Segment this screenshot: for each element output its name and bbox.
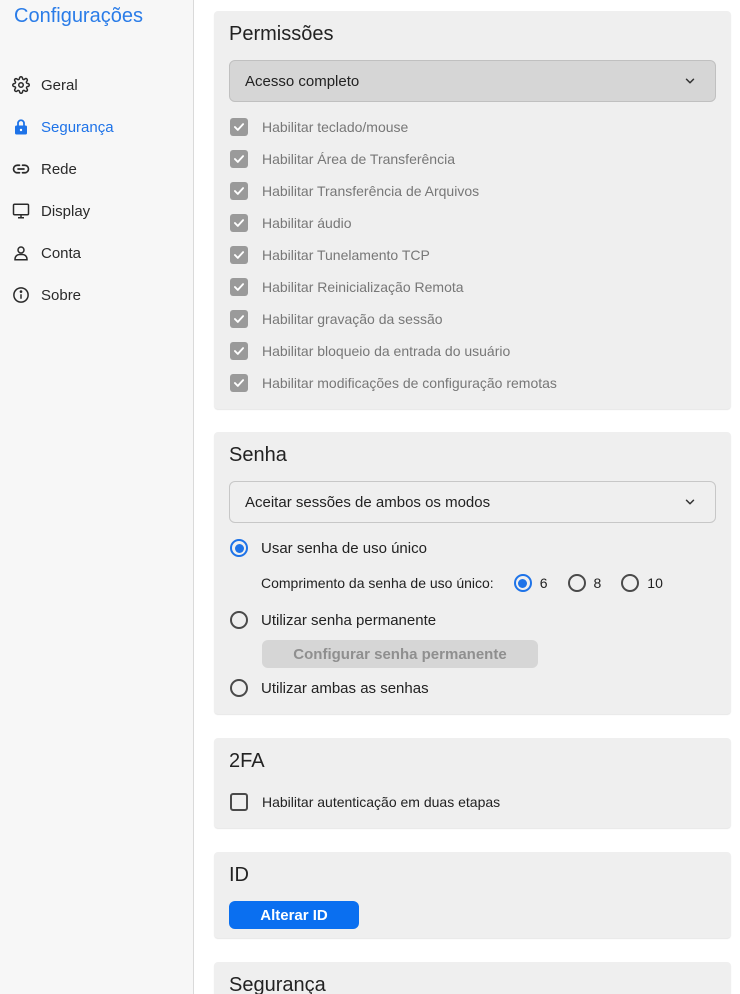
sidebar: [0, 0, 194, 994]
checkbox[interactable]: [230, 793, 248, 811]
sidebar-item-seguranca[interactable]: [0, 109, 194, 145]
permission-item[interactable]: [230, 276, 464, 298]
permission-label: Habilitar teclado/mouse: [262, 119, 409, 135]
sidebar-item-rede[interactable]: [0, 151, 194, 187]
checkbox[interactable]: [230, 342, 248, 360]
security-card: [214, 962, 731, 994]
permission-label: Habilitar Área de Transferência: [262, 151, 455, 167]
set-permanent-password-button[interactable]: Configurar senha permanente: [262, 640, 538, 668]
radio-button[interactable]: [230, 539, 248, 557]
user-icon: [12, 244, 30, 262]
password-mode-select[interactable]: [229, 481, 716, 523]
length-option-10[interactable]: [621, 574, 663, 592]
access-mode-select[interactable]: [229, 60, 716, 102]
password-length-row: [261, 574, 663, 592]
security-title: Segurança: [229, 974, 326, 994]
permissions-title: Permissões: [229, 23, 334, 45]
sidebar-item-label: Sobre: [41, 286, 82, 304]
check-icon: [232, 184, 246, 198]
sidebar-item-label: Conta: [41, 244, 82, 262]
permission-item[interactable]: [230, 340, 510, 362]
length-option-8[interactable]: [568, 574, 602, 592]
link-icon: [12, 160, 30, 178]
info-icon: [12, 286, 30, 304]
change-id-button[interactable]: Alterar ID: [229, 901, 359, 929]
permission-label: Habilitar Transferência de Arquivos: [262, 183, 480, 199]
checkbox[interactable]: [230, 182, 248, 200]
sidebar-item-label: Geral: [41, 76, 78, 94]
permission-item[interactable]: [230, 212, 352, 234]
both-passwords-label: Utilizar ambas as senhas: [261, 679, 429, 697]
permission-item[interactable]: [230, 180, 479, 202]
radio-button[interactable]: [230, 679, 248, 697]
check-icon: [232, 376, 246, 390]
length-option-label: 6: [539, 575, 548, 591]
checkbox[interactable]: [230, 214, 248, 232]
main-content: [195, 0, 740, 994]
password-title: Senha: [229, 444, 287, 466]
id-title: ID: [229, 864, 249, 886]
check-icon: [232, 248, 246, 262]
permission-label: Habilitar modificações de configuração remotas: [262, 375, 557, 391]
check-icon: [232, 152, 246, 166]
check-icon: [232, 280, 246, 294]
chevron-down-icon: [683, 74, 697, 88]
permission-label: Habilitar Reinicialização Remota: [262, 279, 464, 295]
permission-label: Habilitar áudio: [262, 215, 352, 231]
sidebar-item-conta[interactable]: [0, 235, 194, 271]
both-passwords-option[interactable]: [230, 679, 429, 697]
checkbox[interactable]: [230, 150, 248, 168]
check-icon: [232, 312, 246, 326]
monitor-icon: [12, 202, 30, 220]
sidebar-item-geral[interactable]: [0, 67, 194, 103]
checkbox[interactable]: [230, 310, 248, 328]
checkbox[interactable]: [230, 118, 248, 136]
lock-icon: [12, 118, 30, 136]
checkbox[interactable]: [230, 278, 248, 296]
permission-item[interactable]: [230, 308, 443, 330]
access-mode-value: Acesso completo: [245, 72, 360, 90]
permission-item[interactable]: [230, 244, 430, 266]
radio-button[interactable]: [514, 574, 532, 592]
sidebar-item-label: Display: [41, 202, 91, 220]
sidebar-item-label: Rede: [41, 160, 77, 178]
twofa-label: Habilitar autenticação em duas etapas: [262, 794, 501, 810]
chevron-down-icon: [683, 495, 697, 509]
radio-button[interactable]: [230, 611, 248, 629]
permission-label: Habilitar Tunelamento TCP: [262, 247, 430, 263]
twofa-title: 2FA: [229, 750, 265, 772]
radio-button[interactable]: [621, 574, 639, 592]
permission-label: Habilitar gravação da sessão: [262, 311, 443, 327]
sidebar-item-sobre[interactable]: [0, 277, 194, 313]
one-time-password-option[interactable]: [230, 539, 427, 557]
radio-button[interactable]: [568, 574, 586, 592]
check-icon: [232, 120, 246, 134]
sidebar-item-label: Segurança: [41, 118, 114, 136]
permission-item[interactable]: [230, 116, 408, 138]
length-option-6[interactable]: [514, 574, 548, 592]
checkbox[interactable]: [230, 374, 248, 392]
length-option-label: 10: [647, 575, 663, 591]
sidebar-item-display[interactable]: [0, 193, 194, 229]
gear-icon: [12, 76, 30, 94]
permanent-password-option[interactable]: [230, 611, 436, 629]
permission-label: Habilitar bloqueio da entrada do usuário: [262, 343, 511, 359]
password-mode-value: Aceitar sessões de ambos os modos: [245, 493, 491, 511]
permission-item[interactable]: [230, 372, 557, 394]
password-card: [214, 432, 731, 714]
one-time-password-label: Usar senha de uso único: [261, 539, 427, 557]
twofa-card: [214, 738, 731, 828]
twofa-option[interactable]: [230, 791, 500, 813]
password-length-label: Comprimento da senha de uso único:: [261, 575, 494, 591]
length-option-label: 8: [593, 575, 602, 591]
app-title: Configurações: [14, 5, 143, 27]
permission-item[interactable]: [230, 148, 455, 170]
check-icon: [232, 216, 246, 230]
id-card: [214, 852, 731, 938]
permanent-password-label: Utilizar senha permanente: [261, 611, 437, 629]
checkbox[interactable]: [230, 246, 248, 264]
check-icon: [232, 344, 246, 358]
permissions-card: [214, 11, 731, 409]
